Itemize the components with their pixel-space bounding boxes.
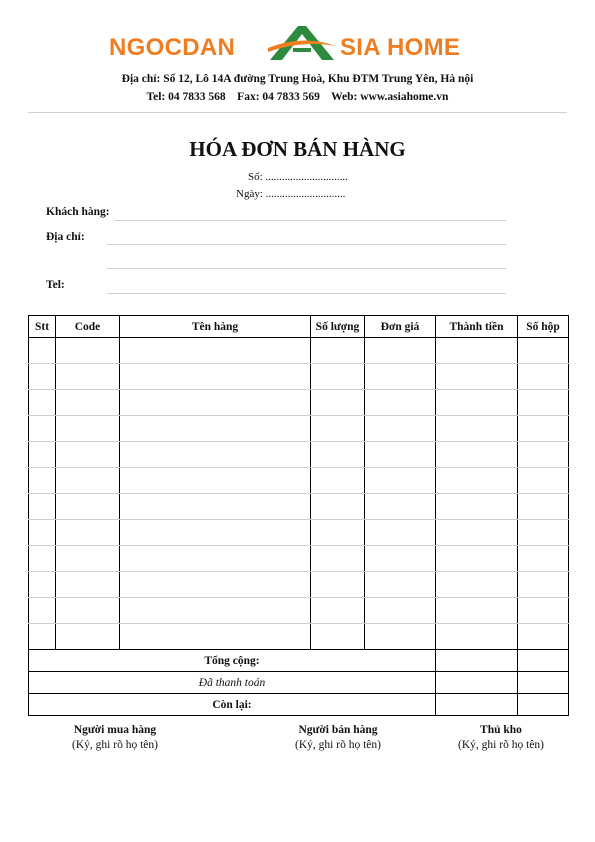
table-cell (365, 364, 436, 390)
table-cell (56, 364, 120, 390)
table-cell (436, 546, 518, 572)
total-amount-cell (436, 650, 518, 672)
storekeeper-signature (421, 724, 581, 751)
paid-boxes-cell (518, 672, 569, 694)
table-cell (56, 598, 120, 624)
table-cell (311, 624, 365, 650)
table-row (29, 416, 569, 442)
table-cell (518, 364, 569, 390)
table-cell (518, 572, 569, 598)
remaining-boxes-cell (518, 694, 569, 716)
table-row (29, 390, 569, 416)
table-cell (29, 624, 56, 650)
company-address: Địa chỉ: Số 12, Lô 14A đường Trung Hoà, Khu ĐTM Trung Yên, Hà nội (121, 73, 474, 85)
table-cell (56, 390, 120, 416)
total-row (29, 650, 569, 672)
address-line-2 (107, 268, 506, 269)
storekeeper-signature-note: (Ký, ghi rõ họ tên) (458, 739, 544, 751)
table-cell (365, 416, 436, 442)
column-header: Thành tiền (436, 316, 518, 338)
table-cell (436, 442, 518, 468)
table-cell (518, 494, 569, 520)
header-divider (28, 112, 567, 113)
column-header: Đơn giá (365, 316, 436, 338)
table-cell (120, 520, 311, 546)
table-cell (365, 494, 436, 520)
table-cell (29, 598, 56, 624)
seller-signature (258, 724, 418, 751)
table-row (29, 624, 569, 650)
column-header: Số hộp (518, 316, 569, 338)
seller-signature-title: Người bán hàng (298, 724, 378, 736)
table-cell (365, 598, 436, 624)
storekeeper-signature-title: Thủ kho (480, 724, 522, 736)
table-cell (311, 442, 365, 468)
column-header: Stt (29, 316, 56, 338)
table-cell (436, 598, 518, 624)
table-cell (120, 572, 311, 598)
table-cell (56, 546, 120, 572)
table-cell (518, 598, 569, 624)
column-header: Code (56, 316, 120, 338)
paid-label: Đã thanh toán (29, 672, 436, 694)
table-cell (56, 468, 120, 494)
table-cell (518, 624, 569, 650)
table-cell (518, 442, 569, 468)
table-row (29, 364, 569, 390)
table-cell (311, 416, 365, 442)
table-cell (311, 494, 365, 520)
table-cell (120, 468, 311, 494)
table-header-row (29, 316, 569, 338)
table-cell (311, 338, 365, 364)
table-cell (365, 390, 436, 416)
table-cell (29, 416, 56, 442)
table-cell (436, 390, 518, 416)
table-cell (365, 338, 436, 364)
table-cell (56, 624, 120, 650)
table-cell (29, 468, 56, 494)
table-row (29, 468, 569, 494)
table-cell (29, 494, 56, 520)
column-header: Tên hàng (120, 316, 311, 338)
invoice-number-field: Số: .............................. (248, 171, 348, 183)
table-cell (436, 494, 518, 520)
total-label: Tổng cộng: (29, 650, 436, 672)
tel-label: Tel: (46, 279, 65, 291)
invoice-table (28, 315, 569, 716)
seller-signature-note: (Ký, ghi rõ họ tên) (295, 739, 381, 751)
column-header: Số lượng (311, 316, 365, 338)
table-row (29, 520, 569, 546)
table-cell (365, 572, 436, 598)
table-cell (56, 338, 120, 364)
table-cell (436, 416, 518, 442)
buyer-signature-note: (Ký, ghi rõ họ tên) (72, 739, 158, 751)
table-cell (56, 520, 120, 546)
company-contact: Tel: 04 7833 568 Fax: 04 7833 569 Web: www.asiahome.vn (146, 91, 449, 103)
asia-home-a-logo-icon (266, 22, 338, 62)
table-cell (29, 364, 56, 390)
table-cell (311, 572, 365, 598)
table-cell (436, 520, 518, 546)
table-cell (29, 390, 56, 416)
table-cell (120, 598, 311, 624)
customer-line (114, 220, 506, 221)
tel-line (107, 293, 506, 294)
table-cell (311, 598, 365, 624)
invoice-date-field: Ngày: ............................. (236, 188, 346, 200)
table-cell (311, 390, 365, 416)
table-row (29, 572, 569, 598)
table-cell (120, 546, 311, 572)
brand-name-right: SIA HOME (340, 34, 461, 61)
remaining-label: Còn lại: (29, 694, 436, 716)
buyer-signature (35, 724, 195, 751)
table-cell (436, 624, 518, 650)
table-cell (365, 624, 436, 650)
table-cell (518, 390, 569, 416)
invoice-title: HÓA ĐƠN BÁN HÀNG (189, 137, 406, 161)
table-cell (311, 546, 365, 572)
table-cell (120, 442, 311, 468)
buyer-signature-title: Người mua hàng (73, 724, 157, 736)
table-cell (311, 468, 365, 494)
customer-label: Khách hàng: (46, 206, 110, 218)
table-row (29, 598, 569, 624)
table-cell (56, 572, 120, 598)
table-cell (120, 364, 311, 390)
table-cell (120, 624, 311, 650)
table-cell (120, 494, 311, 520)
paid-row (29, 672, 569, 694)
table-cell (56, 494, 120, 520)
table-row (29, 546, 569, 572)
table-cell (120, 390, 311, 416)
table-cell (518, 468, 569, 494)
table-row (29, 442, 569, 468)
address-label: Địa chỉ: (46, 231, 85, 243)
remaining-row (29, 694, 569, 716)
table-cell (120, 416, 311, 442)
table-cell (518, 520, 569, 546)
table-cell (29, 572, 56, 598)
table-cell (365, 546, 436, 572)
table-cell (518, 546, 569, 572)
table-cell (436, 338, 518, 364)
table-cell (518, 416, 569, 442)
table-cell (56, 416, 120, 442)
table-cell (29, 338, 56, 364)
paid-amount-cell (436, 672, 518, 694)
address-line-1 (107, 244, 506, 245)
table-row (29, 494, 569, 520)
table-cell (29, 546, 56, 572)
table-cell (436, 468, 518, 494)
table-cell (29, 520, 56, 546)
table-cell (56, 442, 120, 468)
table-cell (120, 338, 311, 364)
table-cell (365, 520, 436, 546)
table-cell (365, 442, 436, 468)
total-boxes-cell (518, 650, 569, 672)
table-cell (311, 520, 365, 546)
remaining-amount-cell (436, 694, 518, 716)
brand-name-left: NGOCDAN (109, 34, 236, 61)
table-cell (436, 364, 518, 390)
table-cell (518, 338, 569, 364)
table-cell (436, 572, 518, 598)
table-cell (29, 442, 56, 468)
table-cell (365, 468, 436, 494)
table-row (29, 338, 569, 364)
table-cell (311, 364, 365, 390)
